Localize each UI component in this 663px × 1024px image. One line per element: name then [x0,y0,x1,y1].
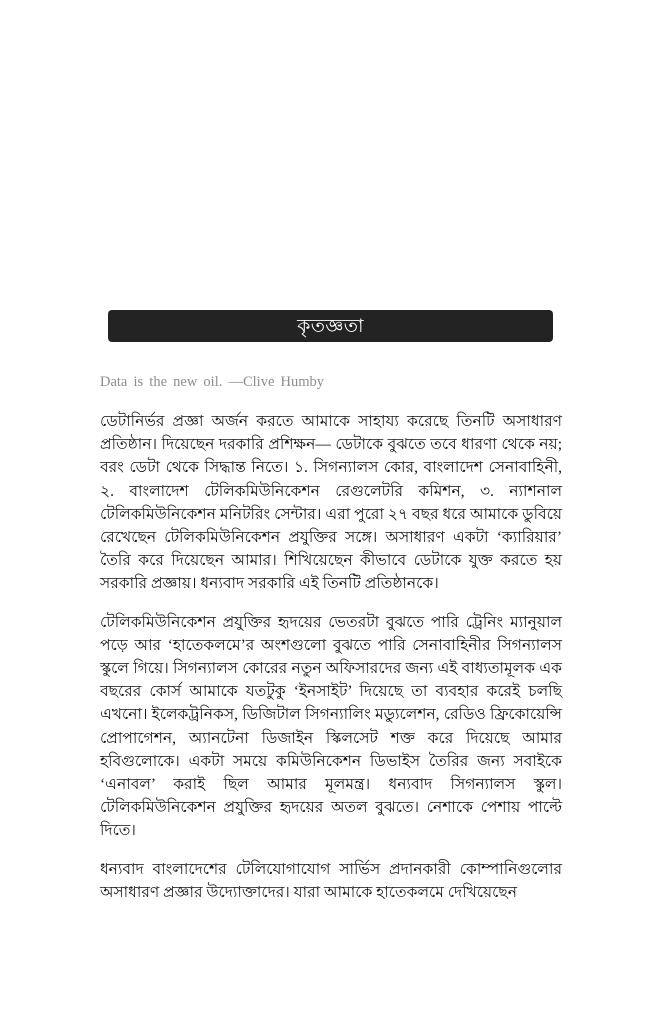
epigraph-attribution: —Clive Humby [228,374,325,390]
epigraph [100,372,562,392]
chapter-heading-banner [108,310,553,342]
epigraph-quote: Data is the new oil. [100,374,229,390]
body-paragraph: ধন্যবাদ বাংলাদেশের টেলিযোগাযোগ সার্ভিস প্রদানকারী কোম্পানিগুলোর অসাধারণ প্রজ্ঞার উদ্যোক্তাদের। যারা আমাকে হাতেকলমে দেখিয়েছেন [100,860,562,901]
body-paragraph: টেলিকমিউনিকেশন প্রযুক্তির হৃদয়ের ভেতরটা বুঝতে পারি ট্রেনিং ম্যানুয়াল পড়ে আর ‘হাতেকলমে’র অংশগুলো বুঝতে পারি সেনাবাহিনীর সিগন্যালস স্কুলে গিয়ে। সিগন্যালস কোরের নতুন অফিসারদের জন্য এই বাধ্যতামূলক এক বছরের কোর্স আমাকে যতটুকু ‘ইনসাইট’ দিয়েছে তা ব্যবহার করেই চলছি এখনো। ইলেকট্রনিকস, ডিজিটাল সিগন্যালিং মড্যুলেশন, রেডিও ফ্রিকোয়েন্সি প্রোপাগেশন, অ্যানটেনা ডিজাইন স্কিলসেট শক্ত করে দিয়েছে আমার হবিগুলোকে। একটা সময়ে কমিউনিকেশন ডিভাইস তৈরির জন্য সবাইকে ‘এনাবল’ করাই ছিল আমার মূলমন্ত্র। ধন্যবাদ সিগন্যালস স্কুল। টেলিকমিউনিকেশন প্রযুক্তির হৃদয়ের অতল বুঝতে। নেশাকে পেশায় পাল্টে দিতে। [100,613,562,840]
page-content [100,310,562,904]
body-paragraph: ডেটানির্ভর প্রজ্ঞা অর্জন করতে আমাকে সাহায্য করেছে তিনটি অসাধারণ প্রতিষ্ঠান। দিয়েছেন দরকারি প্রশিক্ষন— ডেটাকে বুঝতে তবে ধারণা থেকে নয়; বরং ডেটা থেকে সিদ্ধান্ত নিতে। ১. সিগন্যালস কোর, বাংলাদেশ সেনাবাহিনী, ২. বাংলাদেশ টেলিকমিউনিকেশন রেগুলেটরি কমিশন, ৩. ন্যাশনাল টেলিকমিউনিকেশন মনিটরিং সেন্টার। এরা পুরো ২৭ বছর ধরে আমাকে ডুবিয়ে রেখেছেন টেলিকমিউনিকেশন প্রযুক্তির সঙ্গে। অসাধারণ একটা ‘ক্যারিয়ার’ তৈরি করে দিয়েছেন আমার। শিখিয়েছেন কীভাবে ডেটাকে যুক্ত করতে হয় সরকারি প্রজ্ঞায়। ধন্যবাদ সরকারি এই তিনটি প্রতিষ্ঠানকে। [100,413,562,593]
chapter-title: কৃতজ্ঞতা [297,315,364,337]
body-text [100,410,562,904]
